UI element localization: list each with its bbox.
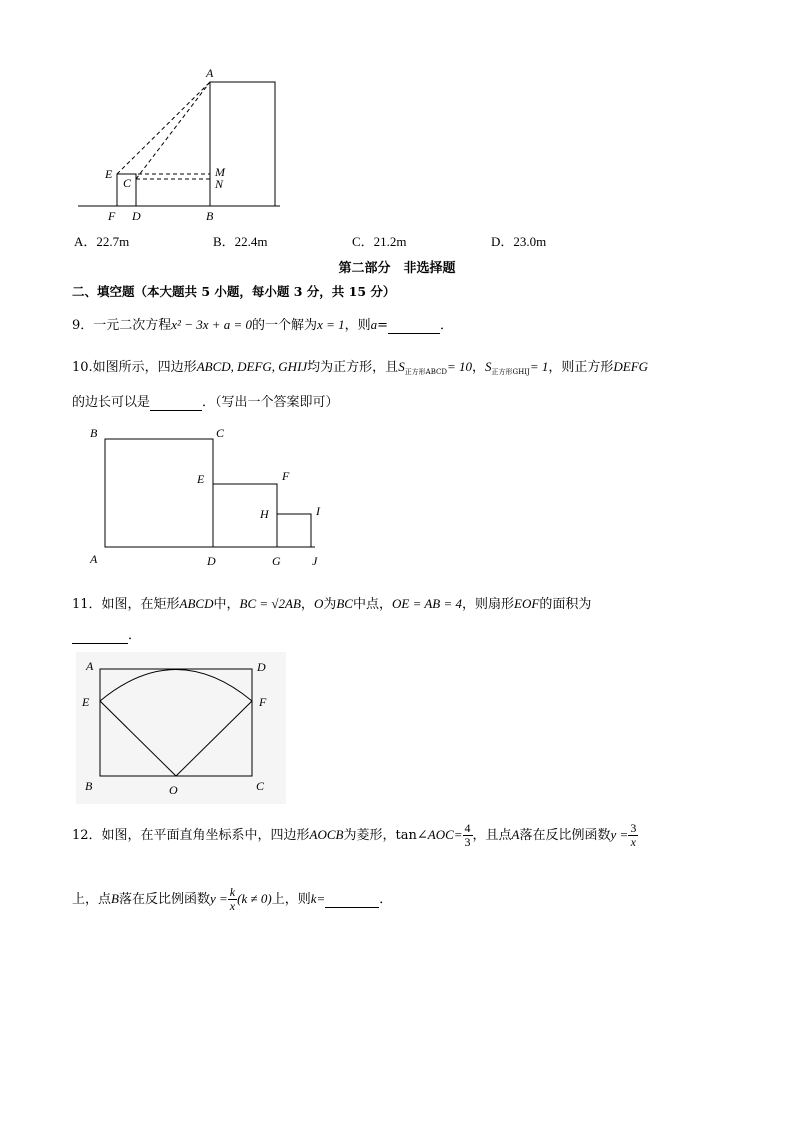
label-e: E [105,167,113,181]
label-j: J [312,554,318,568]
square-abcd [105,439,213,547]
label-i: I [316,504,320,518]
label-o: O [169,783,178,797]
label-b: B [90,426,98,440]
label-d: D [207,554,216,568]
function1-fraction: $\frac{3}{x}$ [630,821,637,849]
label-b: B [206,209,214,223]
label-c: C [256,779,265,793]
label-d: D [257,660,266,674]
square-ghij [277,514,311,547]
label-b: B [85,779,93,793]
q8-option-c: C．21.2m [352,234,407,249]
question-11-line1: 11．如图，在矩形ABCD中，BC = √2AB，O为BC中点，OE = AB = 4，则扇形EOF的面积为 [72,596,592,612]
label-a: A [90,552,98,566]
question-11-line2: ． [72,624,141,644]
tan-fraction: $\frac{4}{3}$ [464,821,471,849]
part2-title: 第二部分 非选择题 [338,261,456,276]
label-e: E [82,695,90,709]
function2-fraction: $\frac{k}{x}$ [229,885,236,913]
question-12-line1: 12．如图，在平面直角坐标系中，四边形AOCB为菱形，tan∠AOC= $\frac{4}{3}$ ，且点A落在反比例函数y = $\frac{3}{x}$ [72,821,637,849]
label-a: A [206,66,214,80]
q11-answer-blank [72,628,128,644]
label-n: N [215,177,224,191]
label-a: A [86,659,94,673]
label-c: C [216,426,225,440]
section-heading: 二、填空题（本大题共 5 小题，每小题 3 分，共 15 分） [72,284,396,299]
label-h: H [260,507,269,521]
sightline-ca [136,82,210,179]
question-10-line1: 10.如图所示，四边形ABCD, DEFG, GHIJ均为正方形，且$S_{正方形ABCD}= 10$，$S_{正方形GHIJ}= 1$，则正方形DEFG [72,359,649,376]
label-g: G [272,554,281,568]
q8-option-d: D．23.0m [491,234,547,249]
label-f: F [282,469,290,483]
q10-answer-blank [150,395,202,411]
q8-figure [70,65,290,225]
label-e: E [197,472,205,486]
label-f: F [108,209,116,223]
question-9: 9．一元二次方程x² − 3x + a = 0的一个解为x = 1，则a= ． [72,317,454,333]
label-m: M [215,165,225,179]
q8-option-b: B．22.4m [213,234,268,249]
question-10-line2: 的边长可以是 ．（写出一个答案即可） [72,395,339,410]
q12-answer-blank [325,892,379,908]
label-c: C [123,176,132,190]
q11-figure [76,652,286,804]
label-d: D [132,209,141,223]
q9-answer-blank [388,318,440,334]
sightline-ea [117,82,210,174]
q10-figure [85,422,335,572]
figure-background [76,652,286,804]
q8-option-a: A．22.7m [74,234,130,249]
label-f: F [259,695,267,709]
question-12-line2: 上，点B落在反比例函数y = $\frac{k}{x}$ (k ≠ 0)上，则k= ． [72,885,393,913]
